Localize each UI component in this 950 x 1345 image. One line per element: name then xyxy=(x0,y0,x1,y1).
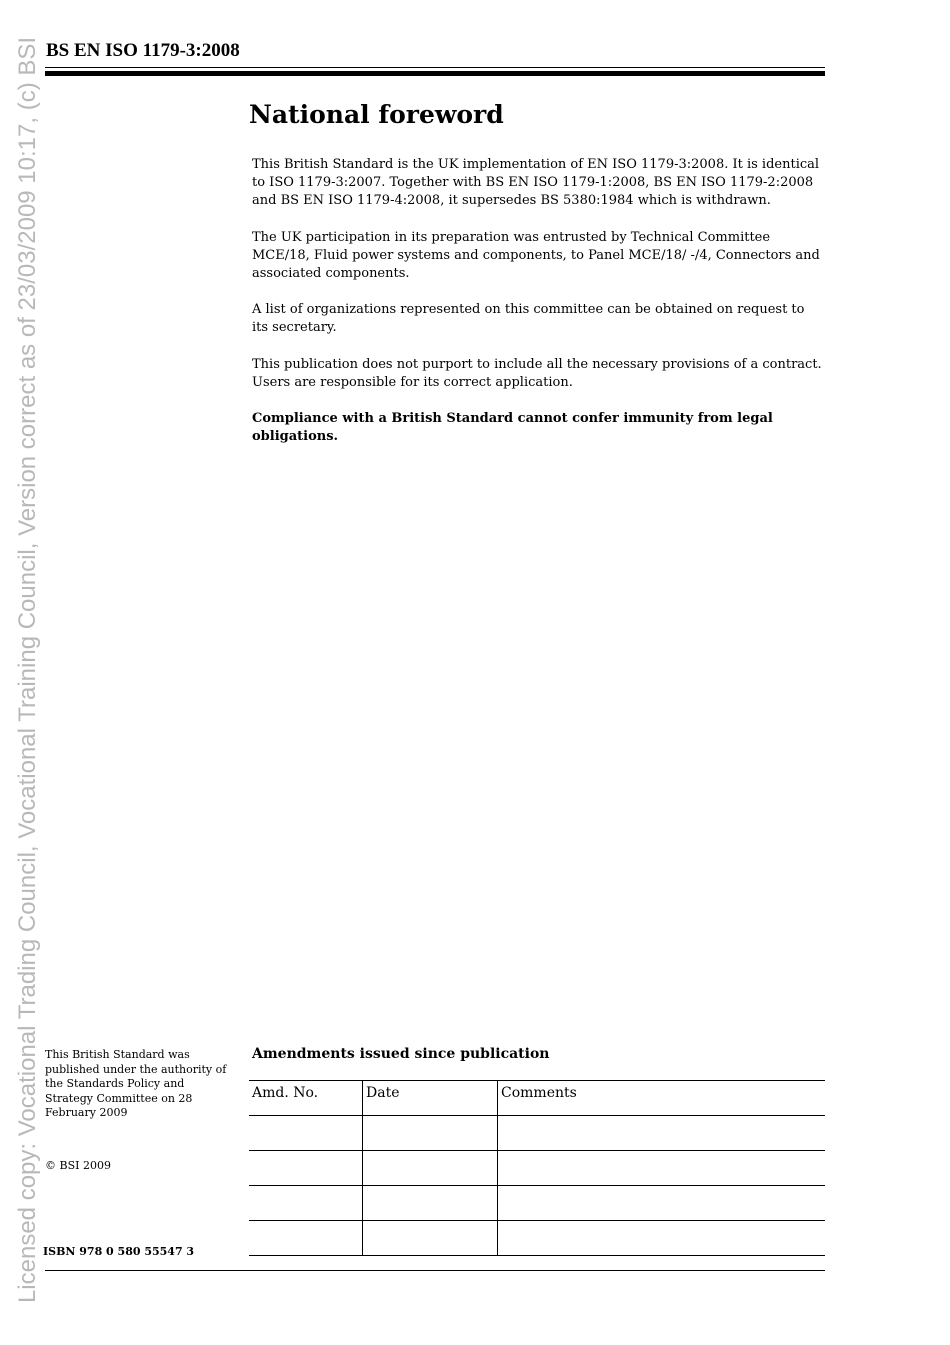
amendments-title: Amendments issued since publication xyxy=(252,1046,550,1062)
cell-date xyxy=(363,1221,498,1256)
page-title: National foreword xyxy=(249,100,504,129)
cell-comments xyxy=(498,1116,826,1151)
cell-amd-no xyxy=(249,1186,363,1221)
cell-comments xyxy=(498,1186,826,1221)
table-row xyxy=(249,1116,825,1151)
cell-amd-no xyxy=(249,1151,363,1186)
license-watermark: Licensed copy: Vocational Trading Council, Vocational Training Council, Version correct as of 23/03/2009 10:17, (c) BSI xyxy=(14,36,41,1304)
footer-rule xyxy=(45,1270,825,1271)
amendments-table xyxy=(249,1080,825,1256)
paragraph-compliance-notice: Compliance with a British Standard cannot confer immunity from legal obligations. xyxy=(252,411,773,445)
cell-amd-no xyxy=(249,1221,363,1256)
isbn-number: ISBN 978 0 580 55547 3 xyxy=(43,1245,195,1258)
paragraph-participation: The UK participation in its preparation was entrusted by Technical Committee MCE/18, Fluid power systems and components, to Panel MCE/18/ -/4, Connectors and associated components. xyxy=(252,229,820,282)
amendments-header-row xyxy=(249,1081,825,1116)
table-row xyxy=(249,1186,825,1221)
table-row xyxy=(249,1221,825,1256)
publication-note: This British Standard was published under the authority of the Standards Policy and Strategy Committee on 28 February 2009 xyxy=(45,1048,227,1119)
column-header-comments: Comments xyxy=(498,1081,826,1116)
copyright-notice: © BSI 2009 xyxy=(45,1159,111,1172)
cell-date xyxy=(363,1151,498,1186)
foreword-body xyxy=(252,156,822,464)
paragraph-committee-list: A list of organizations represented on this committee can be obtained on request to its secretary. xyxy=(252,302,805,336)
column-header-amd-no: Amd. No. xyxy=(249,1081,363,1116)
header-thin-rule xyxy=(45,67,825,68)
header-thick-rule xyxy=(45,71,825,76)
cell-comments xyxy=(498,1221,826,1256)
cell-comments xyxy=(498,1151,826,1186)
cell-date xyxy=(363,1186,498,1221)
cell-amd-no xyxy=(249,1116,363,1151)
paragraph-implementation: This British Standard is the UK implementation of EN ISO 1179-3:2008. It is identical to ISO 1179-3:2007. Together with BS EN ISO 1179-1:2008, BS EN ISO 1179-2:2008 and BS EN ISO 1179-4:2008, it supersedes BS 5380:1984 which is withdrawn. xyxy=(252,157,820,209)
column-header-date: Date xyxy=(363,1081,498,1116)
paragraph-contract-disclaimer: This publication does not purport to include all the necessary provisions of a contract. Users are responsible for its correct application. xyxy=(252,356,822,390)
table-row xyxy=(249,1151,825,1186)
document-code: BS EN ISO 1179-3:2008 xyxy=(46,40,240,61)
cell-date xyxy=(363,1116,498,1151)
